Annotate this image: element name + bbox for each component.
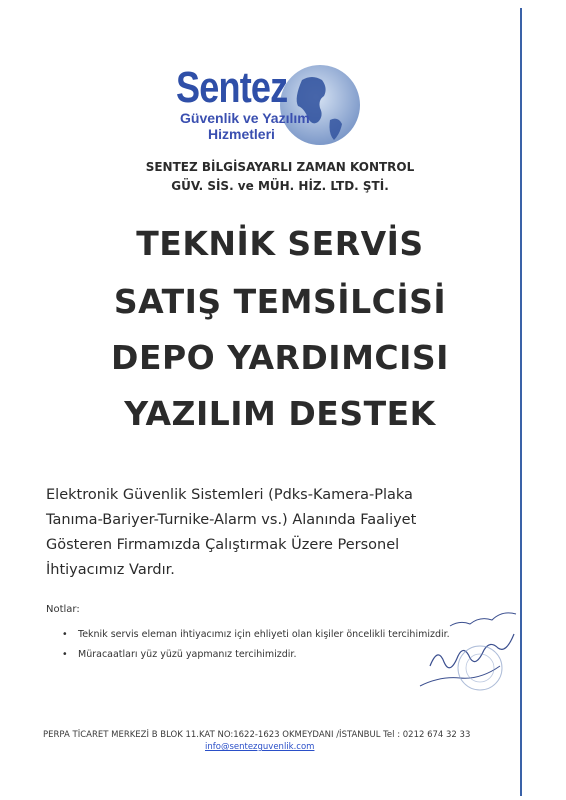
logo-brand-text: Sentez [176, 63, 288, 112]
position-title: SATIŞ TEMSİLCİSİ [113, 282, 447, 321]
footer-email-link[interactable]: info@sentezguvenlik.com [205, 742, 315, 752]
description-line: Tanıma-Bariyer-Turnike-Alarm vs.) Alanında Faaliyet [46, 512, 417, 528]
logo-subtitle-line1: Güvenlik ve Yazılım [180, 110, 310, 126]
position-title: YAZILIM DESTEK [124, 394, 436, 433]
note-item [62, 629, 450, 640]
description-line: Elektronik Güvenlik Sistemleri (Pdks-Kamera-Plaka [46, 487, 413, 503]
sentez-logo [170, 60, 370, 170]
note-text: Müracaatları yüz yüzü yapmanız tercihimizdir. [78, 649, 297, 660]
company-name-line1: SENTEZ BİLGİSAYARLI ZAMAN KONTROL [145, 160, 415, 174]
position-title: TEKNİK SERVİS [136, 224, 424, 263]
signature-stamp-icon [400, 596, 530, 706]
description-line: İhtiyacımız Vardır. [46, 562, 175, 578]
company-name-line2: GÜV. SİS. ve MÜH. HİZ. LTD. ŞTİ. [171, 179, 389, 193]
logo-subtitle-line2: Hizmetleri [208, 126, 275, 142]
description-line: Gösteren Firmamızda Çalıştırmak Üzere Personel [46, 537, 400, 553]
bullet-icon: • [62, 629, 68, 640]
note-text: Teknik servis eleman ihtiyacımız için ehliyeti olan kişiler öncelikli tercihimizdir. [78, 629, 450, 640]
bullet-icon: • [62, 649, 68, 660]
footer-address: PERPA TİCARET MERKEZİ B BLOK 11.KAT NO:1622-1623 OKMEYDANI /İSTANBUL Tel : 0212 674 32 33 [43, 730, 471, 740]
position-title: DEPO YARDIMCISI [111, 338, 449, 377]
notes-heading: Notlar: [46, 604, 80, 615]
note-item [62, 649, 297, 660]
